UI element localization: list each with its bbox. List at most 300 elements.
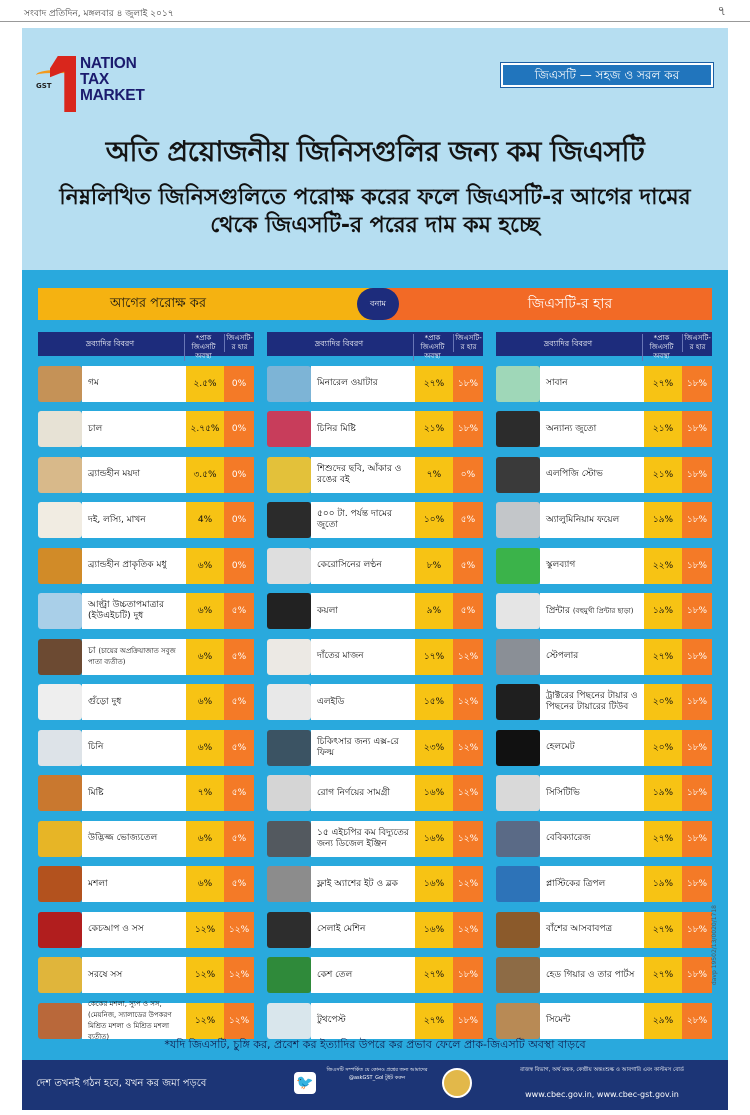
gst-rate-value: ৫% [224,684,254,720]
item-name [88,924,144,935]
gst-rate-value: 0% [224,457,254,493]
pre-gst-value: ২৭% [644,957,682,993]
item-name-text: হেড গিয়ার ও তার পার্টস [546,969,635,980]
item-image [38,548,82,584]
item-name [317,606,338,617]
item-image [496,866,540,902]
item-name-text: কেশ তেল [317,969,353,980]
footer-slogan: দেশ তখনই গঠন হবে, যখন কর জমা পড়বে [36,1078,207,1089]
gst-rate-value: ১৮% [682,366,712,402]
item-name-cell [82,821,186,857]
item-row [38,912,254,948]
item-row [267,912,483,948]
item-row [496,548,712,584]
item-row [496,1003,712,1039]
pre-gst-value: ২৭% [644,639,682,675]
item-name-text: কেরোসিনের লণ্ঠন [317,560,382,570]
item-name-cell [540,912,644,948]
item-name [88,879,108,890]
item-name-cell [82,775,186,811]
item-name [317,464,412,486]
item-name-cell [540,593,644,629]
pre-gst-value: ১০% [415,502,453,538]
gst-rate-value: ১২% [453,866,483,902]
header-description: দ্রব্যাদির বিবরণ [314,339,364,348]
versus-badge: বনাম [357,288,399,320]
item-name [88,560,167,571]
item-row [496,684,712,720]
item-name-cell [82,502,186,538]
item-image [267,957,311,993]
item-name [546,606,634,617]
pre-gst-value: ১৬% [415,775,453,811]
gst-advertisement [22,28,728,1110]
gst-rate-value: ১২% [453,639,483,675]
item-row [267,957,483,993]
item-name [546,833,590,844]
pre-gst-value: ২৭% [644,366,682,402]
item-image [38,411,82,447]
pre-gst-value: ৬% [186,548,224,584]
item-name [88,469,140,480]
item-name-cell [82,912,186,948]
item-image [38,730,82,766]
item-name-text: হেলমেট [546,742,575,752]
pre-gst-value: ১৭% [415,639,453,675]
item-image [496,502,540,538]
item-name [546,924,612,935]
pre-gst-value: ২২% [644,548,682,584]
item-name-text: দাঁতের মাজন [317,651,364,661]
item-image [496,684,540,720]
item-name-cell [311,866,415,902]
gst-rate-value: ০% [453,457,483,493]
gst-rate-value: ১৮% [682,684,712,720]
logo-text [80,56,145,104]
item-name-text: ব্র্যান্ডহীন প্রাকৃতিক মধু [88,560,167,570]
item-row [38,502,254,538]
item-name [88,833,157,844]
item-name [88,697,121,708]
item-row [496,775,712,811]
header-gst-rate: জিএসটি-র হার [453,334,483,352]
item-name [317,651,364,662]
item-name-cell [311,957,415,993]
pre-gst-value: ২৯% [644,1003,682,1039]
item-image [496,957,540,993]
item-name [88,646,183,668]
gst-rate-value: ১২% [224,912,254,948]
header-description: দ্রব্যাদির বিবরণ [543,339,593,348]
item-row [496,730,712,766]
item-name-text: ফ্লাই অ্যাশের ইট ও ব্লক [317,878,398,889]
item-name-cell [311,457,415,493]
item-name-cell [540,730,644,766]
gst-rate-value: ১৮% [682,775,712,811]
pre-gst-value: ৬% [186,866,224,902]
item-name-cell [540,957,644,993]
item-note: (চায়ের অপ্রক্রিয়াজাত সবুজ পাতা ব্যতীত) [88,646,176,666]
item-row [496,957,712,993]
item-name [546,651,578,662]
gst-rate-value: ১২% [453,821,483,857]
item-name-text: রোগ নির্ণয়ের সামগ্রী [317,787,390,798]
item-image [38,866,82,902]
tagline-box [500,62,714,88]
pre-gst-value: ৬% [186,593,224,629]
item-name [317,1015,346,1026]
item-row [267,775,483,811]
pre-gst-value: ২.৭৫% [186,411,224,447]
item-name-text: ৫০০ টা. পর্যন্ত দামের জুতো [317,509,392,530]
item-name-text: এলইডি [317,696,345,707]
gst-rate-value: 0% [224,366,254,402]
pre-gst-value: ২১% [644,457,682,493]
gst-rate-value: ১৮% [453,1003,483,1039]
item-row [267,366,483,402]
item-image [267,775,311,811]
pre-gst-value: ১৯% [644,502,682,538]
pre-gst-value: 4% [186,502,224,538]
item-name-cell [311,821,415,857]
item-name [317,560,382,571]
item-name [546,515,619,526]
pre-gst-value: ২০% [644,730,682,766]
item-image [496,775,540,811]
gst-rate-value: ১৮% [453,957,483,993]
item-image [267,866,311,902]
item-name-text: প্লাস্টিকের ত্রিপল [546,878,606,889]
item-image [267,411,311,447]
item-name-cell [311,730,415,766]
item-row [267,502,483,538]
gst-rate-value: ১৮% [682,411,712,447]
item-name-cell [82,639,186,675]
item-row [38,866,254,902]
item-image [496,730,540,766]
item-name [546,788,580,799]
gst-rate-value: ৫% [224,593,254,629]
logo-line3: MARKET [80,87,145,104]
item-note: কেকের মশলা, স্যুপ ও সস, (মেয়নিজ, স্যালাডের উপকরণ মিশ্রিত মশলা ও মিশ্রিত মশলা ব্যতীত) [88,999,172,1041]
item-row [496,912,712,948]
pre-gst-value: ৩.৫% [186,457,224,493]
item-row [38,821,254,857]
item-name-cell [540,457,644,493]
item-name [546,378,568,389]
item-row [267,684,483,720]
item-name-text: কেচআপ ও সস [88,924,144,934]
pre-gst-value: ২.৫% [186,366,224,402]
item-name-text: দই, লস্যি, মাখন [88,514,146,525]
item-name-text: অন্যান্য জুতো [546,423,597,434]
item-image [267,593,311,629]
item-name-cell [540,684,644,720]
pre-gst-value: ৬% [186,730,224,766]
old-tax-label: আগের পরোক্ষ কর [38,288,378,320]
item-name-cell [82,593,186,629]
item-name-text: সেলাই মেশিন [317,924,366,934]
logo-one-mark [50,56,76,112]
item-name [546,560,575,571]
item-name [317,879,398,890]
ad-subtitle: নিম্নলিখিত জিনিসগুলিতে পরোক্ষ করের ফলে জিএসটি-র আগের দামের থেকে জিএসটি-র পরের দাম কম হচ্ছে [59,185,691,238]
item-image [267,502,311,538]
item-image [38,684,82,720]
gst-rate-value: ১২% [224,1003,254,1039]
items-column-1 [38,332,254,1039]
gst-rate-value: ৫% [224,866,254,902]
pre-gst-value: ১৯% [644,593,682,629]
logo-line2: TAX [80,71,109,88]
pre-gst-value: ৯% [415,593,453,629]
item-name [88,378,99,389]
pre-gst-value: ১৬% [415,866,453,902]
header-description: দ্রব্যাদির বিবরণ [85,339,135,348]
item-row [38,366,254,402]
item-name-cell [82,866,186,902]
gst-rate-value: ১৮% [682,821,712,857]
item-name [546,469,603,480]
item-name-cell [311,775,415,811]
item-row [38,999,254,1041]
gst-rate-value: ১৮% [682,502,712,538]
gst-rate-value: 0% [224,411,254,447]
item-row [496,639,712,675]
twitter-icon[interactable]: 🐦 [294,1072,316,1094]
item-image [38,366,82,402]
item-name-cell [82,684,186,720]
item-name-text: টুথপেস্ট [317,1015,346,1025]
item-name-text: কয়লা [317,605,338,616]
item-name-cell [82,366,186,402]
pre-gst-value: ২৭% [644,821,682,857]
item-row [267,411,483,447]
item-row [267,821,483,857]
item-image [496,821,540,857]
gst-rate-value: ৫% [224,775,254,811]
item-image [267,1003,311,1039]
item-name-text: আল্ট্রা উচ্চতাপমাত্রার (ইউএইচটি) দুধ [88,600,164,621]
item-name-text: সিসিটিভি [546,787,580,798]
item-row [496,866,712,902]
item-name [546,742,575,753]
item-name-text: মশলা [88,878,108,889]
nation-tax-market-logo [36,56,216,112]
header-pre-gst: *প্রাক জিএসটি অবস্থা [413,334,451,361]
table-header [38,332,254,360]
item-name [546,424,596,435]
item-image [496,912,540,948]
page-number: ৭ [717,4,726,19]
item-name-text: বাঁশের আসবাবপত্র [546,924,613,934]
pre-gst-value: ৭% [415,457,453,493]
item-name-text: সাবান [546,378,568,388]
item-image [267,821,311,857]
item-name-cell [540,821,644,857]
item-name [88,515,146,526]
footer-bar [22,1060,728,1110]
item-name-text: গুঁড়ো দুধ [88,696,122,707]
item-row [496,411,712,447]
gst-rate-value: ১২% [453,730,483,766]
item-image [267,457,311,493]
item-row [38,730,254,766]
item-image [496,1003,540,1039]
pre-gst-value: ৬% [186,684,224,720]
pre-gst-value: ২৭% [415,957,453,993]
gst-rate-value: ১৮% [682,957,712,993]
item-name-cell [540,411,644,447]
gst-rate-value: ১৮% [682,457,712,493]
item-name-text: প্রিন্টার [546,605,570,616]
item-row [38,684,254,720]
pre-gst-value: ১৫% [415,684,453,720]
item-name-cell [311,684,415,720]
item-name-cell [82,730,186,766]
item-image [38,775,82,811]
item-image [267,639,311,675]
davp-code: davp 19502/13/0020/1718 [711,905,718,986]
pre-gst-value: ২৭% [415,1003,453,1039]
item-image [267,548,311,584]
item-image [38,457,82,493]
gst-rate-value: ১৮% [682,593,712,629]
item-name-cell [540,366,644,402]
item-name [317,378,378,389]
item-name [546,1015,570,1026]
gst-rate-value: ১৮% [682,866,712,902]
item-name-text: অ্যালুমিনিয়াম ফয়েল [546,514,620,525]
item-name-cell [82,957,186,993]
item-row [496,457,712,493]
item-name-text: চিনি [88,742,104,752]
item-name-cell [82,411,186,447]
gst-rate-value: ১৮% [453,366,483,402]
gst-rate-value: ১২% [453,912,483,948]
item-row [38,548,254,584]
gst-rate-value: ১৮% [453,411,483,447]
department-urls[interactable]: www.cbec.gov.in, www.cbec-gst.gov.in [525,1090,679,1099]
items-column-3 [496,332,712,1039]
item-row [38,457,254,493]
item-name-text: শিশুদের ছবি, আঁকার ও রঙের বই [317,463,402,485]
item-name-cell [311,411,415,447]
item-name [317,509,412,531]
item-image [267,912,311,948]
item-name-cell [311,502,415,538]
item-row [38,639,254,675]
item-name [317,697,344,708]
pre-gst-value: ৭% [186,775,224,811]
item-image [38,821,82,857]
item-row [496,502,712,538]
item-name-text: সিমেন্ট [546,1015,571,1025]
gst-rate-value: ১২% [453,684,483,720]
item-name-text: এলপিজি স্টোভ [546,469,603,479]
twitter-handle-text: জিএসটি সম্পর্কিত যে কোনও প্রশ্নের জন্য আমাদের @askGST_GoI টুইট করুন [326,1067,428,1081]
item-name [546,691,641,713]
gst-rate-value: 0% [224,502,254,538]
pre-gst-value: ১৯% [644,866,682,902]
pre-gst-value: ১২% [186,1003,224,1039]
item-row [267,548,483,584]
item-row [38,957,254,993]
item-name [317,828,412,850]
item-name-text: চিকিৎসার জন্য এক্স-রে ফিল্ম [317,736,399,758]
item-image [496,593,540,629]
item-image [38,502,82,538]
item-row [38,775,254,811]
item-name-text: চা [88,645,96,656]
item-name [317,788,390,799]
item-name [546,970,634,981]
item-name-text: ট্রাক্টরের পিছনের টায়ার ও পিছনের টায়ারের টিউব [546,691,638,712]
pre-gst-value: ২৩% [415,730,453,766]
header-gst-rate: জিএসটি-র হার [224,334,254,352]
item-row [496,366,712,402]
item-image [267,730,311,766]
item-name-text: ১৫ এইচপির কম বিদ্যুতের জন্য ডিজেল ইঞ্জিন [317,827,409,849]
gst-rate-value: ৫% [453,593,483,629]
item-image [38,593,82,629]
item-image [496,411,540,447]
header-gst-rate: জিএসটি-র হার [682,334,712,352]
item-row [496,821,712,857]
item-name-cell [82,457,186,493]
item-image [38,957,82,993]
item-name [317,970,352,981]
emblem-icon [442,1068,472,1098]
item-name-cell [540,502,644,538]
item-row [267,1003,483,1039]
item-name-cell [311,593,415,629]
header-pre-gst: *প্রাক জিএসটি অবস্থা [184,334,222,361]
newspaper-dateline: সংবাদ প্রতিদিন, মঙ্গলবার ৪ জুলাই ২০১৭ [24,9,174,19]
item-row [267,730,483,766]
item-image [496,548,540,584]
item-name-text: গম [88,378,99,388]
item-image [496,639,540,675]
pre-gst-value: ৬% [186,639,224,675]
item-name-text: ব্র্যান্ডহীন ময়দা [88,469,140,479]
item-name-cell [82,999,186,1041]
item-image [267,366,311,402]
gst-rate-value: ৫% [453,502,483,538]
ad-header [22,28,728,270]
ad-title: অতি প্রয়োজনীয় জিনিসগুলির জন্য কম জিএসটি [105,135,645,168]
item-name [88,970,122,981]
item-name-cell [82,548,186,584]
item-name [546,879,605,890]
gst-rate-value: ১২% [224,957,254,993]
pre-gst-value: ২০% [644,684,682,720]
item-image [38,912,82,948]
item-name-cell [540,866,644,902]
item-name [88,600,183,622]
item-name-cell [311,912,415,948]
gst-rate-value: ৫% [224,730,254,766]
pre-gst-value: ৬% [186,821,224,857]
item-row [38,593,254,629]
item-name [317,924,365,935]
pre-gst-value: ১২% [186,912,224,948]
item-name-text: মিনারেল ওয়াটার [317,378,378,388]
item-note: (বহুমুখী প্রিন্টার ছাড়া) [572,606,634,615]
newspaper-header [0,0,750,22]
pre-gst-value: ৮% [415,548,453,584]
gst-rate-value: ৫% [453,548,483,584]
